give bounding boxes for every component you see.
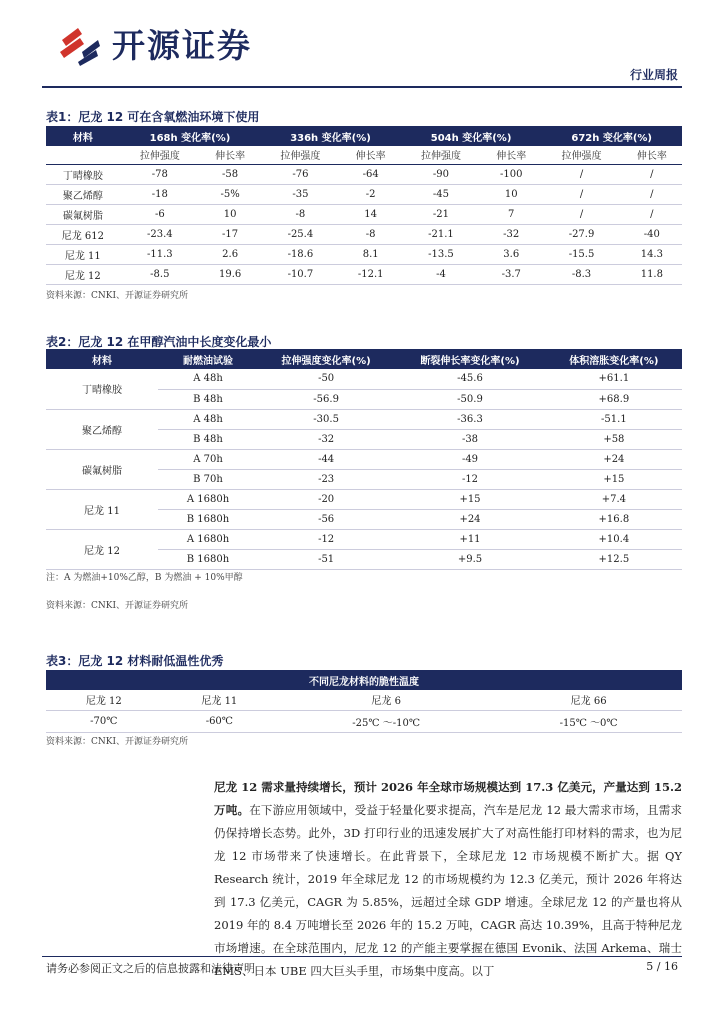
table1-material-cell: 尼龙 12: [46, 264, 120, 284]
table2-value-cell: +10.4: [546, 529, 682, 549]
table2-test-cell: B 48h: [158, 429, 258, 449]
table2-header-swelling: 体积溶胀变化率(%): [546, 349, 682, 369]
table1-subheader: 拉伸强度: [120, 146, 200, 164]
table1-value-cell: -8.3: [541, 264, 621, 284]
table2-test-cell: A 1680h: [158, 529, 258, 549]
table3-column-label: 尼龙 12: [46, 690, 162, 710]
footer-disclaimer: 请务必参阅正文之后的信息披露和法律声明: [46, 962, 255, 975]
table2-value-cell: -30.5: [258, 409, 394, 429]
table2-value-cell: -12: [258, 529, 394, 549]
table1-header-672h: 672h 变化率(%): [541, 126, 682, 146]
table1-value-cell: -13.5: [401, 244, 481, 264]
table1-value-cell: -12.1: [341, 264, 401, 284]
table2-header-material: 材料: [46, 349, 158, 369]
table1-value-cell: 2.6: [200, 244, 260, 264]
table2-material-cell: 尼龙 11: [46, 489, 158, 529]
table1-value-cell: 3.6: [481, 244, 541, 264]
table2-test-cell: B 1680h: [158, 509, 258, 529]
table1-value-cell: -4: [401, 264, 481, 284]
table2-source: 资料来源：CNKI、开源证券研究所: [46, 601, 189, 611]
table-row: [46, 244, 682, 264]
table1-value-cell: -40: [622, 224, 682, 244]
table1-material-cell: 尼龙 11: [46, 244, 120, 264]
table2-value-cell: -23: [258, 469, 394, 489]
table1-value-cell: -18.6: [260, 244, 340, 264]
table1-value-cell: 10: [481, 184, 541, 204]
table1-value-cell: -21: [401, 204, 481, 224]
body-paragraph: [214, 776, 682, 983]
table2-material-cell: 尼龙 12: [46, 529, 158, 569]
table1-value-cell: -10.7: [260, 264, 340, 284]
table2-value-cell: -51: [258, 549, 394, 569]
table1-material-cell: 丁晴橡胶: [46, 164, 120, 184]
logo-text: 开源证券: [112, 26, 252, 65]
table1-subheader: 伸长率: [200, 146, 260, 164]
table2-value-cell: -36.3: [394, 409, 546, 429]
table2-value-cell: +7.4: [546, 489, 682, 509]
table1-value-cell: -23.4: [120, 224, 200, 244]
table1-value-cell: /: [622, 164, 682, 184]
report-type-tag: 行业周报: [629, 68, 678, 82]
table1-value-cell: 19.6: [200, 264, 260, 284]
table3-column-label: 尼龙 66: [495, 690, 682, 710]
table1-header-504h: 504h 变化率(%): [401, 126, 542, 146]
table2-value-cell: -49: [394, 449, 546, 469]
table1-subheader: 拉伸强度: [260, 146, 340, 164]
table1-value-cell: -58: [200, 164, 260, 184]
table2-value-cell: -45.6: [394, 369, 546, 389]
table1-value-cell: -32: [481, 224, 541, 244]
table2-test-cell: A 70h: [158, 449, 258, 469]
table3-column-label: 尼龙 11: [162, 690, 278, 710]
table-row: [46, 264, 682, 284]
table2-value-cell: -56: [258, 509, 394, 529]
table2-value-cell: +15: [546, 469, 682, 489]
table1-value-cell: -100: [481, 164, 541, 184]
table1-value-cell: -8: [260, 204, 340, 224]
table-row: [46, 369, 682, 389]
table3-title: 表3：尼龙 12 材料耐低温性优秀: [46, 654, 224, 668]
table1-title: 表1：尼龙 12 可在含氧燃油环境下使用: [46, 110, 260, 124]
table-row: [46, 164, 682, 184]
table1-value-cell: -8: [341, 224, 401, 244]
table1-subheader-blank: [46, 146, 120, 164]
table2-test-cell: B 70h: [158, 469, 258, 489]
table1-value-cell: -15.5: [541, 244, 621, 264]
table2-value-cell: -50.9: [394, 389, 546, 409]
table2-value-cell: +9.5: [394, 549, 546, 569]
footer-divider: [42, 956, 682, 957]
table1-value-cell: 7: [481, 204, 541, 224]
table2-test-cell: B 48h: [158, 389, 258, 409]
table1-value-cell: -18: [120, 184, 200, 204]
table2-material-cell: 聚乙烯醇: [46, 409, 158, 449]
table2-header-elongation: 断裂伸长率变化率(%): [394, 349, 546, 369]
table2-value-cell: +16.8: [546, 509, 682, 529]
table1-subheader: 伸长率: [622, 146, 682, 164]
table1-value-cell: -64: [341, 164, 401, 184]
table3-value: -60℃: [162, 710, 278, 732]
table1-value-cell: -8.5: [120, 264, 200, 284]
table1-value-cell: /: [622, 204, 682, 224]
table3: [46, 670, 682, 733]
table1-value-cell: /: [541, 184, 621, 204]
table1-value-cell: -25.4: [260, 224, 340, 244]
table-row: [46, 449, 682, 469]
table1: [46, 126, 682, 285]
table1-value-cell: -3.7: [481, 264, 541, 284]
table3-column-label: 尼龙 6: [277, 690, 495, 710]
table1-value-cell: -17: [200, 224, 260, 244]
table2-header-tensile: 拉伸强度变化率(%): [258, 349, 394, 369]
table3-source: 资料来源：CNKI、开源证券研究所: [46, 737, 189, 747]
header-divider: [42, 86, 682, 88]
table2-value-cell: +24: [546, 449, 682, 469]
table2-value-cell: -32: [258, 429, 394, 449]
table1-value-cell: -11.3: [120, 244, 200, 264]
table1-value-cell: 14: [341, 204, 401, 224]
table1-value-cell: /: [541, 204, 621, 224]
table2-material-cell: 丁晴橡胶: [46, 369, 158, 409]
table-row: [46, 204, 682, 224]
table2-value-cell: +68.9: [546, 389, 682, 409]
table3-value: -15℃ ～0℃: [495, 710, 682, 732]
table1-header-material: 材料: [46, 126, 120, 146]
table2-value-cell: -50: [258, 369, 394, 389]
table2-test-cell: A 1680h: [158, 489, 258, 509]
table2-value-cell: -38: [394, 429, 546, 449]
logo-mark-icon: [58, 22, 102, 66]
table2-value-cell: +24: [394, 509, 546, 529]
table2-value-cell: -12: [394, 469, 546, 489]
body-text: 在下游应用领域中，受益于轻量化要求提高，汽车是尼龙 12 最大需求市场，且需求仍保持增长态势。此外，3D 打印行业的迅速发展扩大了对高性能打印材料的需求，也为尼龙 12 市场带来了快速增长。在此背景下，全球尼龙 12 市场规模不断扩大。据 QY Research 统计，2019 年全球尼龙 12 的市场规模约为 12.3 亿美元，预计 2026 年将达到 17.3 亿美元，CAGR 为 5.85%，远超过全球 GDP 增速。全球尼龙 12 的产量也将从 2019 年的 8.4 万吨增长至 2026 年的 15.2 万吨，CAGR 高达 10.39%，且高于特种尼龙市场增速。在全球范围内，尼龙 12 的产能主要掌握在德国 Evonik、法国 Arkema、瑞士 EMS、日本 UBE 四大巨头手里，市场集中度高。以丁: [214, 803, 682, 978]
table2-test-cell: B 1680h: [158, 549, 258, 569]
table1-value-cell: /: [541, 164, 621, 184]
table1-subheader: 伸长率: [481, 146, 541, 164]
table2: [46, 349, 682, 570]
table1-value-cell: -5%: [200, 184, 260, 204]
table2-value-cell: -51.1: [546, 409, 682, 429]
table1-header-336h: 336h 变化率(%): [260, 126, 401, 146]
table1-value-cell: -2: [341, 184, 401, 204]
table2-test-cell: A 48h: [158, 409, 258, 429]
table-row: [46, 224, 682, 244]
table1-header-168h: 168h 变化率(%): [120, 126, 261, 146]
table2-material-cell: 碳氟树脂: [46, 449, 158, 489]
table3-value: -70℃: [46, 710, 162, 732]
table2-test-cell: A 48h: [158, 369, 258, 389]
table2-value-cell: +15: [394, 489, 546, 509]
table1-value-cell: -21.1: [401, 224, 481, 244]
table1-value-cell: 10: [200, 204, 260, 224]
table1-subheader: 拉伸强度: [541, 146, 621, 164]
table2-value-cell: -44: [258, 449, 394, 469]
table2-value-cell: +11: [394, 529, 546, 549]
table3-header: 不同尼龙材料的脆性温度: [46, 670, 682, 690]
body-lead-bold: 尼龙 12 需求量持续增长，预计 2026 年全球市场规模达到 17.3 亿美元，产量达到 15.2 万吨。: [214, 780, 682, 817]
table1-material-cell: 尼龙 612: [46, 224, 120, 244]
table2-value-cell: +12.5: [546, 549, 682, 569]
table2-header-test: 耐燃油试验: [158, 349, 258, 369]
page-number: 5 / 16: [646, 960, 678, 973]
table-row: [46, 489, 682, 509]
table1-value-cell: -6: [120, 204, 200, 224]
table1-value-cell: -45: [401, 184, 481, 204]
table1-value-cell: 11.8: [622, 264, 682, 284]
table1-subheader: 拉伸强度: [401, 146, 481, 164]
table1-material-cell: 聚乙烯醇: [46, 184, 120, 204]
table-row: [46, 184, 682, 204]
table1-source: 资料来源：CNKI、开源证券研究所: [46, 291, 189, 301]
table3-value: -25℃ ～-10℃: [277, 710, 495, 732]
table1-subheader: 伸长率: [341, 146, 401, 164]
table2-value-cell: +61.1: [546, 369, 682, 389]
table2-value-cell: -56.9: [258, 389, 394, 409]
table2-value-cell: -20: [258, 489, 394, 509]
table1-value-cell: 8.1: [341, 244, 401, 264]
table1-value-cell: -78: [120, 164, 200, 184]
table1-value-cell: -35: [260, 184, 340, 204]
table1-value-cell: -76: [260, 164, 340, 184]
table-row: [46, 409, 682, 429]
table2-note: 注：A 为燃油+10%乙醇，B 为燃油 + 10%甲醇: [46, 573, 243, 583]
table1-value-cell: /: [622, 184, 682, 204]
table2-title: 表2：尼龙 12 在甲醇汽油中长度变化最小: [46, 335, 272, 349]
table1-value-cell: 14.3: [622, 244, 682, 264]
table1-value-cell: -27.9: [541, 224, 621, 244]
company-logo: [58, 20, 252, 67]
table2-value-cell: +58: [546, 429, 682, 449]
table-row: [46, 529, 682, 549]
table1-material-cell: 碳氟树脂: [46, 204, 120, 224]
table1-value-cell: -90: [401, 164, 481, 184]
